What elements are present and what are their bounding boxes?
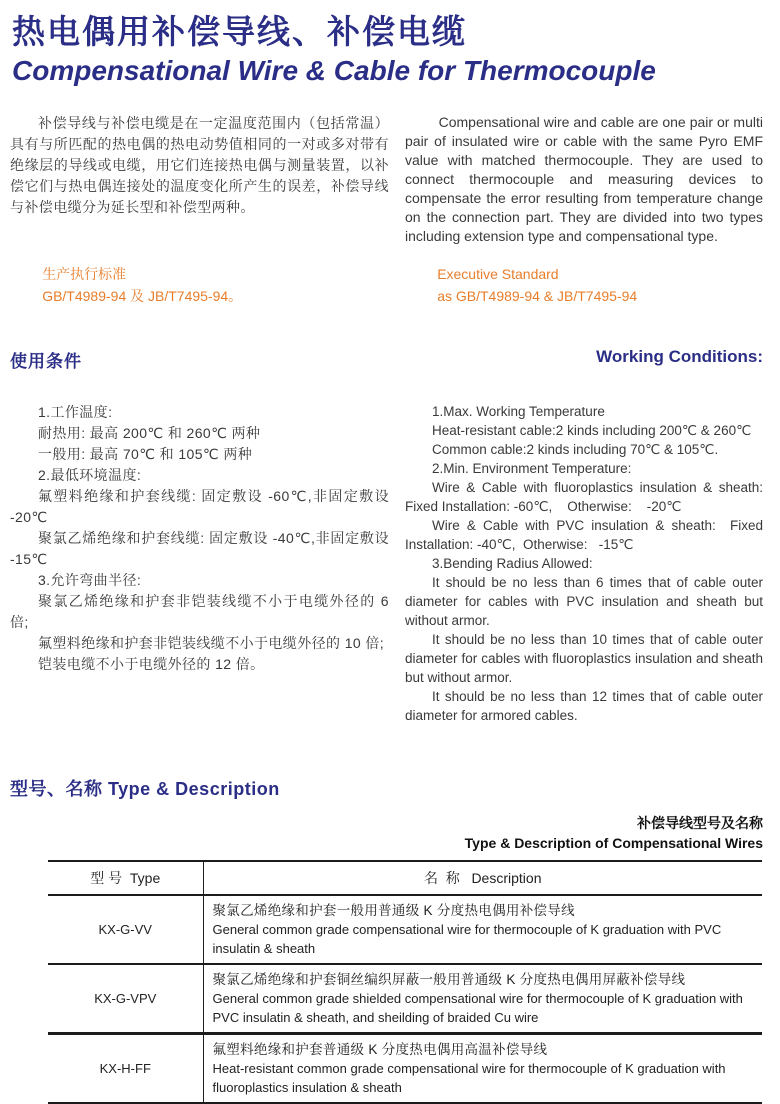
description-zh: 氟塑料绝缘和护套普通级 K 分度热电偶用高温补偿导线 [212,1042,548,1058]
page-title-zh: 热电偶用补偿导线、补偿电缆 [12,13,467,50]
condition-item: Heat-resistant cable:2 kinds including 200℃ & 260℃ [432,423,752,439]
condition-item: 聚氯乙烯绝缘和护套线缆: 固定敷设 -40℃,非固定敷设 -15℃ [10,530,389,568]
condition-item: It should be no less than 6 times that of cable outer diameter for cables with PVC insulation and sheath but without armor. [405,575,767,629]
standard-en [405,263,763,307]
intro-paragraph-en: Compensational wire and cable are one pair or multi pair of insulated wire or cable with the same Pyro EMF value with matched thermocouple. They are used to connect thermocouple and measuring devices to compensate the error resulting from temperature change on the connection part. They are divided into two types including extension type and compensational type. [405,114,763,245]
description-en: Heat-resistant common grade compensational wire for thermocouple of K graduation with fluoroplastics insulation & sheath [212,1061,726,1096]
conditions-section [10,402,767,725]
description-cell [203,1034,762,1104]
description-cell [203,964,762,1034]
standard-label-en: Executive Standard [437,266,559,283]
table-subtitles [10,813,763,853]
type-cell: KX-H-FF [48,1034,203,1104]
condition-item: 聚氯乙烯绝缘和护套非铠装线缆不小于电缆外径的 6 倍; [10,593,389,631]
standard-zh [10,263,389,307]
description-zh: 聚氯乙烯绝缘和护套一般用普通级 K 分度热电偶用补偿导线 [212,903,575,919]
condition-item: It should be no less than 12 times that of cable outer diameter for armored cables. [405,689,767,724]
condition-item: 铠装电缆不小于电缆外径的 12 倍。 [38,656,265,673]
condition-item: 耐热用: 最高 200℃ 和 260℃ 两种 [38,425,261,442]
description-cell [203,895,762,964]
conditions-heading-row [10,347,763,372]
condition-item: 一般用: 最高 70℃ 和 105℃ 两种 [38,446,253,463]
section-heading-zh: 使用条件 [10,352,82,372]
condition-item: 1.Max. Working Temperature [432,404,605,420]
condition-item: Wire & Cable with PVC insulation & sheath: Fixed Installation: -40℃, Otherwise: -15℃ [405,518,767,553]
intro-section [10,113,763,246]
condition-item: It should be no less than 10 times that of cable outer diameter for cables with fluoroplastics insulation and sheath but without armor. [405,632,767,686]
type-description-heading: 型号、名称 Type & Description [10,779,280,800]
table-subtitle-zh: 补偿导线型号及名称 [637,815,763,832]
description-zh: 聚氯乙烯绝缘和护套铜丝编织屏蔽一般用普通级 K 分度热电偶用屏蔽补偿导线 [212,972,686,988]
description-en: General common grade compensational wire for thermocouple of K graduation with PVC insulatin & sheath [212,922,722,957]
types-table [48,860,762,1104]
table-row [48,1034,762,1104]
standard-value-en: as GB/T4989-94 & JB/T7495-94 [437,288,638,305]
table-header-row [48,861,762,895]
condition-item: 氟塑料绝缘和护套非铠装线缆不小于电缆外径的 10 倍; [38,635,385,652]
condition-item: Wire & Cable with fluoroplastics insulation & sheath: Fixed Installation: -60℃, Otherwise: -20℃ [405,480,767,515]
condition-item: 2.Min. Environment Temperature: [432,461,632,477]
condition-item: 氟塑料绝缘和护套线缆: 固定敷设 -60℃,非固定敷设 -20℃ [10,488,389,526]
type-cell: KX-G-VV [48,895,203,964]
condition-item: 3.允许弯曲半径: [38,572,142,589]
standard-label-zh: 生产执行标准 [42,266,127,283]
table-row [48,895,762,964]
table-header-description: 名 称 Description [424,870,542,887]
section-heading-en: Working Conditions: [596,347,763,367]
type-cell: KX-G-VPV [48,964,203,1034]
table-subtitle-en: Type & Description of Compensational Wires [464,835,763,852]
condition-item: 2.最低环境温度: [38,467,142,484]
condition-item: Common cable:2 kinds including 70℃ & 105℃. [432,442,719,458]
condition-item: 3.Bending Radius Allowed: [432,556,593,572]
page-title-en: Compensational Wire & Cable for Thermocouple [12,54,656,86]
standard-value-zh: GB/T4989-94 及 JB/T7495-94。 [42,288,243,305]
intro-paragraph-zh: 补偿导线与补偿电缆是在一定温度范围内（包括常温）具有与所匹配的热电偶的热电动势值相同的一对或多对带有绝缘层的导线或电缆，用它们连接热电偶与测量装置，以补偿它们与热电偶连接处的温度变化所产生的误差，补偿导线与补偿电缆分为延长型和补偿型两种。 [10,115,389,216]
conditions-list-zh [10,402,389,725]
conditions-list-en [405,402,767,725]
table-header-type: 型 号 Type [48,861,203,895]
table-row [48,964,762,1034]
description-en: General common grade shielded compensational wire for thermocouple of K graduation with PVC insulatin & sheath, and sheilding of braided Cu wire [212,991,743,1026]
condition-item: 1.工作温度: [38,404,113,421]
standards-section [10,263,763,307]
